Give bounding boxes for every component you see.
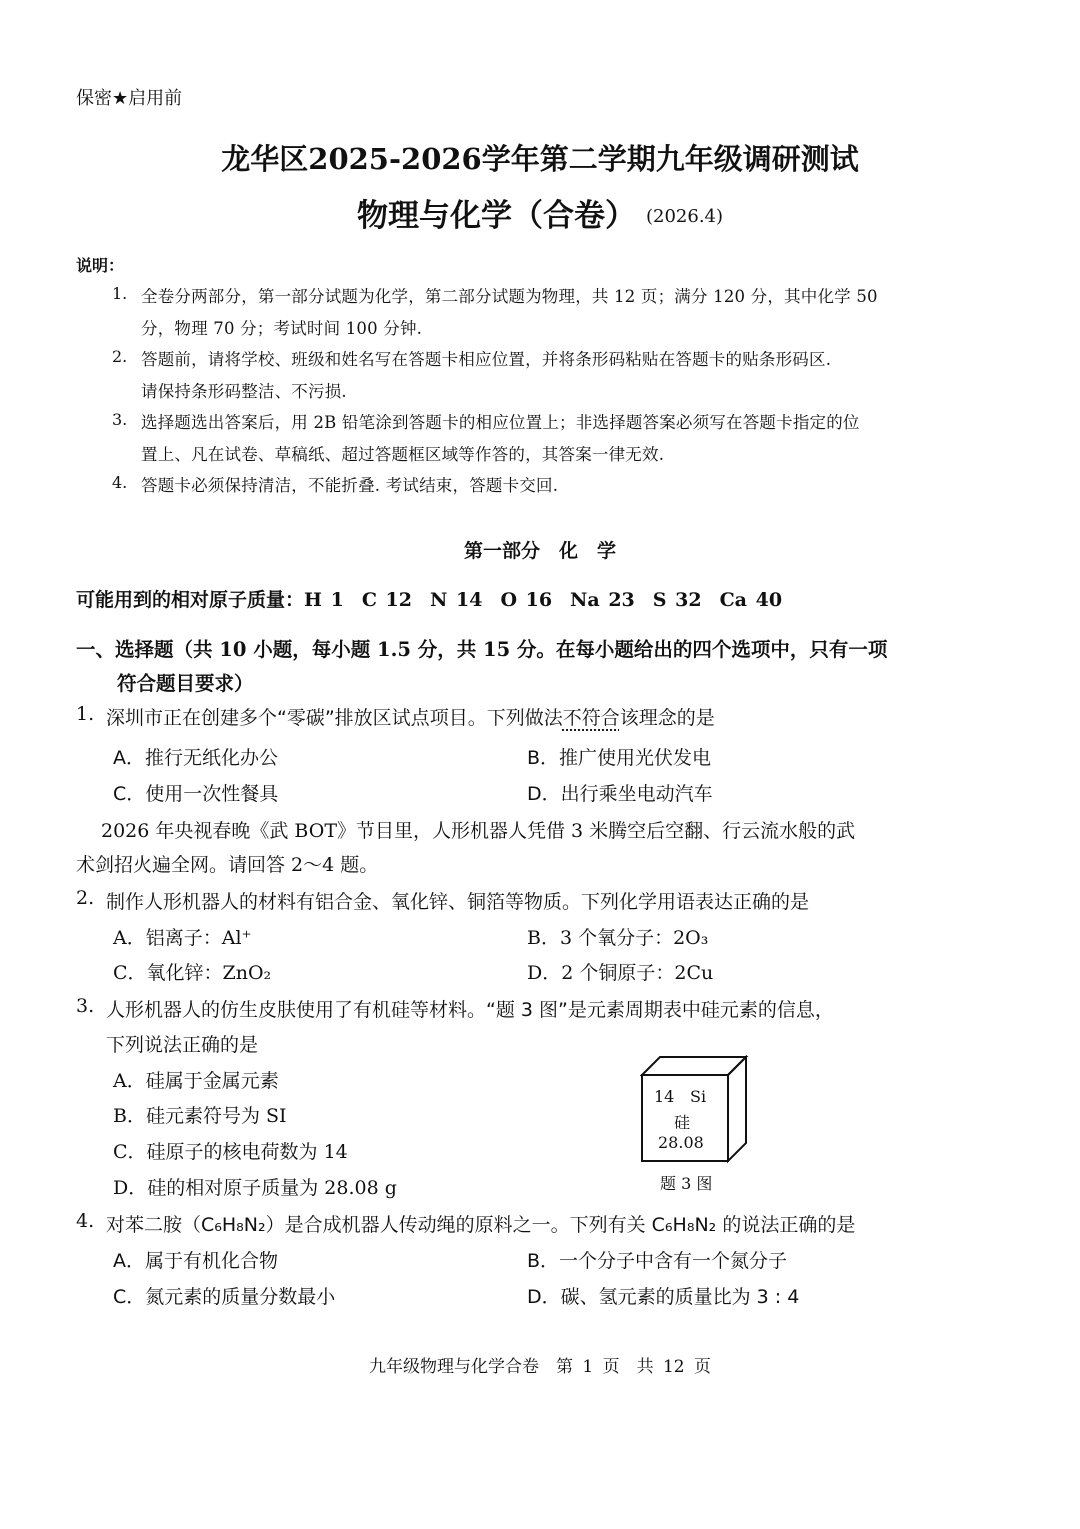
question-2-stem: 制作人形机器人的材料有铝合金、氧化锌、铜箔等物质。下列化学用语表达正确的是 bbox=[106, 891, 810, 913]
question-4-option-a: A．属于有机化合物 bbox=[113, 1250, 278, 1272]
question-4-option-b: B．一个分子中含有一个氮分子 bbox=[527, 1250, 788, 1272]
question-2-option-c: C．氧化锌：ZnO₂ bbox=[113, 962, 272, 984]
note-4-line1: 答题卡必须保持清洁，不能折叠. 考试结束，答题卡交回. bbox=[141, 476, 559, 495]
question-4-number: 4. bbox=[76, 1210, 95, 1232]
question-2-option-a: A．铝离子：Al⁺ bbox=[113, 927, 252, 949]
note-3-line1: 选择题选出答案后，用 2B 铅笔涂到答题卡的相应位置上；非选择题答案必须写在答题卡指定的位 bbox=[141, 413, 860, 432]
question-1-option-d: D．出行乘坐电动汽车 bbox=[527, 783, 713, 805]
note-1-number: 1. bbox=[112, 284, 128, 303]
section-title: 第一部分 化 学 bbox=[463, 540, 616, 562]
exam-subtitle bbox=[0, 190, 1080, 235]
note-3-number: 3. bbox=[112, 410, 128, 429]
note-1-line1: 全卷分两部分，第一部分试题为化学，第二部分试题为物理，共 12 页；满分 120 分，其中化学 50 bbox=[141, 287, 878, 306]
question-2-option-b: B．3 个氧分子：2O₃ bbox=[527, 927, 709, 949]
atomic-mass-na: Na 23 bbox=[570, 589, 635, 611]
atomic-mass-s: S 32 bbox=[652, 589, 702, 611]
question-4-option-c: C．氮元素的质量分数最小 bbox=[113, 1286, 336, 1308]
question-3-stem-line2: 下列说法正确的是 bbox=[106, 1034, 259, 1056]
question-1-stem-emphasis: 不符合 bbox=[562, 707, 620, 729]
question-2-option-d: D．2 个铜原子：2Cu bbox=[527, 962, 714, 984]
question-1-option-a: A．推行无纸化办公 bbox=[113, 747, 278, 769]
element-box-drawing bbox=[640, 1055, 790, 1175]
notes-heading: 说明： bbox=[76, 256, 125, 275]
figure-3-caption: 题 3 图 bbox=[660, 1174, 713, 1193]
question-1-option-b: B．推广使用光伏发电 bbox=[527, 747, 712, 769]
atomic-mass-label: 可能用到的相对原子质量： bbox=[76, 589, 305, 611]
part1-heading-line2: 符合题目要求） bbox=[117, 672, 254, 695]
box-side-face bbox=[728, 1057, 746, 1161]
question-4-option-d: D．碳、氢元素的质量比为 3 : 4 bbox=[527, 1286, 800, 1308]
question-3-option-a: A．硅属于金属元素 bbox=[113, 1070, 279, 1092]
atomic-mass-line bbox=[76, 585, 800, 612]
question-4-stem: 对苯二胺（C₆H₈N₂）是合成机器人传动绳的原料之一。下列有关 C₆H₈N₂ 的说法正确的是 bbox=[106, 1214, 856, 1236]
confidential-mark: 保密★启用前 bbox=[76, 88, 183, 109]
atomic-mass-ca: Ca 40 bbox=[719, 589, 783, 611]
question-1-stem bbox=[106, 703, 715, 730]
note-2-number: 2. bbox=[112, 347, 128, 366]
question-1-number: 1. bbox=[76, 703, 95, 725]
note-2-line2: 请保持条形码整洁、不污损. bbox=[141, 382, 347, 401]
element-mass: 28.08 bbox=[658, 1133, 704, 1152]
question-3-option-c: C．硅原子的核电荷数为 14 bbox=[113, 1141, 348, 1163]
question-3-stem-line1: 人形机器人的仿生皮肤使用了有机硅等材料。“题 3 图”是元素周期表中硅元素的信息， bbox=[106, 999, 834, 1021]
question-3-number: 3. bbox=[76, 995, 95, 1017]
question-3-option-d: D．硅的相对原子质量为 28.08 g bbox=[113, 1177, 397, 1199]
silicon-element-figure bbox=[640, 1055, 790, 1175]
note-1-line2: 分，物理 70 分；考试时间 100 分钟. bbox=[141, 319, 423, 338]
part1-heading-line1: 一、选择题（共 10 小题，每小题 1.5 分，共 15 分。在每小题给出的四个选项中，只有一项 bbox=[76, 638, 888, 661]
question-1-stem-post: 该理念的是 bbox=[619, 707, 715, 729]
question-2-number: 2. bbox=[76, 887, 95, 909]
atomic-mass-h: H 1 bbox=[304, 589, 344, 611]
question-1-option-c: C．使用一次性餐具 bbox=[113, 783, 279, 805]
atomic-mass-o: O 16 bbox=[500, 589, 553, 611]
element-symbol: Si bbox=[690, 1087, 707, 1106]
note-4-number: 4. bbox=[112, 473, 128, 492]
passage-line1: 2026 年央视春晚《武 BOT》节目里，人形机器人凭借 3 米腾空后空翻、行云流水般的武 bbox=[101, 820, 856, 842]
element-name: 硅 bbox=[674, 1113, 691, 1132]
exam-date: (2026.4) bbox=[645, 206, 724, 227]
subject-title: 物理与化学（合卷） bbox=[356, 198, 636, 234]
note-3-line2: 置上、凡在试卷、草稿纸、超过答题框区域等作答的，其答案一律无效. bbox=[141, 445, 665, 464]
exam-title: 龙华区2025-2026学年第二学期九年级调研测试 bbox=[221, 142, 859, 176]
note-2-line1: 答题前，请将学校、班级和姓名写在答题卡相应位置，并将条形码粘贴在答题卡的贴条形码区. bbox=[141, 350, 832, 369]
atomic-mass-c: C 12 bbox=[361, 589, 412, 611]
page-footer: 九年级物理与化学合卷 第 1 页 共 12 页 bbox=[368, 1357, 712, 1377]
element-atomic-number: 14 bbox=[654, 1087, 675, 1106]
question-1-stem-pre: 深圳市正在创建多个“零碳”排放区试点项目。下列做法 bbox=[106, 707, 563, 729]
question-3-option-b: B．硅元素符号为 SI bbox=[113, 1105, 287, 1127]
passage-line2: 术剑招火遍全网。请回答 2～4 题。 bbox=[76, 854, 379, 876]
atomic-mass-n: N 14 bbox=[430, 589, 483, 611]
